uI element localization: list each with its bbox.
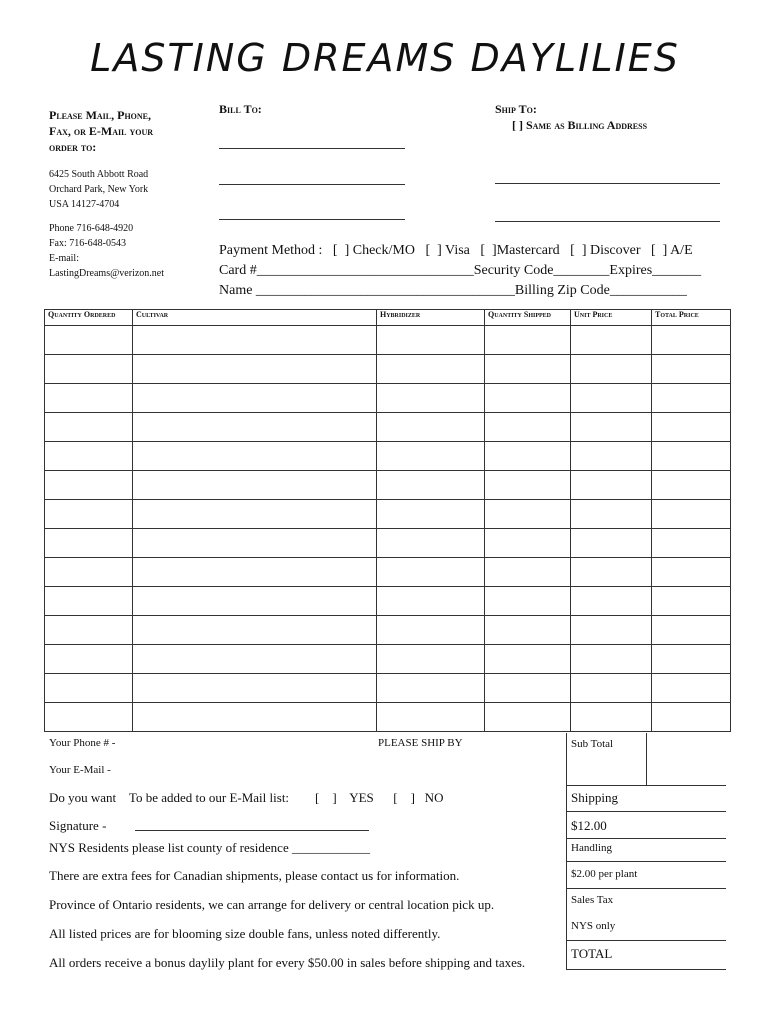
signature-line[interactable]	[135, 830, 369, 831]
col-quantity-ordered: Quantity Ordered	[45, 310, 133, 326]
bill-to-line-1[interactable]	[219, 148, 405, 149]
ship-to-line-1[interactable]	[495, 183, 720, 184]
table-row[interactable]	[45, 645, 731, 674]
mailing-address	[49, 167, 148, 212]
prices-note: All listed prices are for blooming size double fans, unless noted differently.	[49, 926, 441, 941]
contact-instruction	[49, 107, 153, 155]
totals-divider	[566, 811, 726, 812]
handling-label: Handling	[571, 842, 612, 854]
table-row[interactable]	[45, 442, 731, 471]
subtotal-divider	[646, 733, 647, 785]
total-label: TOTAL	[571, 946, 613, 961]
table-header-row	[45, 310, 731, 326]
col-quantity-shipped: Quantity Shipped	[485, 310, 571, 326]
instruction-line: Fax, or E-Mail your	[49, 124, 153, 138]
col-hybridizer: Hybridizer	[377, 310, 485, 326]
handling-amount: $2.00 per plant	[571, 868, 638, 880]
nys-only-label: NYS only	[571, 920, 616, 932]
address-line: USA 14127-4704	[49, 199, 120, 210]
totals-divider	[566, 940, 726, 941]
signature-label: Signature -	[49, 818, 107, 833]
email-address: LastingDreams@verizon.net	[49, 268, 165, 279]
instruction-line: Please Mail, Phone,	[49, 108, 152, 122]
name-zip-line[interactable]: Name _____________________________________Billing Zip Code___________	[219, 283, 687, 298]
table-row[interactable]	[45, 674, 731, 703]
fax-number: Fax: 716-648-0543	[49, 238, 126, 249]
totals-divider	[566, 861, 726, 862]
table-row[interactable]	[45, 529, 731, 558]
bill-to-line-3[interactable]	[219, 219, 405, 220]
shipping-amount: $12.00	[571, 818, 607, 833]
card-number-line[interactable]: Card #_______________________________Security Code________Expires_______	[219, 263, 702, 278]
bonus-note: All orders receive a bonus daylily plant for every $50.00 in sales before shipping and taxes.	[49, 955, 526, 970]
customer-email-label[interactable]: Your E-Mail -	[49, 764, 111, 776]
same-as-billing-checkbox[interactable]: [ ] Same as Billing Address	[512, 118, 648, 132]
bill-to-line-2[interactable]	[219, 184, 405, 185]
totals-divider	[566, 785, 726, 786]
sales-tax-label: Sales Tax	[571, 894, 614, 906]
instruction-line: order to:	[49, 140, 97, 154]
phone-number: Phone 716-648-4920	[49, 223, 134, 234]
table-row[interactable]	[45, 384, 731, 413]
table-row[interactable]	[45, 500, 731, 529]
canada-note: There are extra fees for Canadian shipments, please contact us for information.	[49, 868, 460, 883]
address-line: 6425 South Abbott Road	[49, 169, 149, 180]
payment-method[interactable]: Payment Method : [ ] Check/MO [ ] Visa [ ]Mastercard [ ] Discover [ ] A/E	[219, 243, 693, 258]
email-label: E-mail:	[49, 253, 79, 264]
order-table	[44, 309, 731, 732]
table-row[interactable]	[45, 616, 731, 645]
subtotal-label: Sub Total	[571, 738, 614, 750]
nys-county-note[interactable]: NYS Residents please list county of residence ____________	[49, 840, 370, 855]
col-total-price: Total Price	[652, 310, 731, 326]
table-row[interactable]	[45, 413, 731, 442]
table-row[interactable]	[45, 587, 731, 616]
page-title: LASTING DREAMS DAYLILIES	[90, 36, 680, 80]
totals-divider	[566, 838, 726, 839]
col-unit-price: Unit Price	[571, 310, 652, 326]
table-row[interactable]	[45, 355, 731, 384]
please-ship-by-label[interactable]: PLEASE SHIP BY	[378, 737, 463, 749]
email-list-opt-in[interactable]: Do you want To be added to our E-Mail list: [ ] YES [ ] NO	[49, 790, 444, 805]
contact-numbers	[49, 221, 164, 281]
bill-to-label: Bill To:	[219, 102, 262, 116]
col-cultivar: Cultivar	[133, 310, 377, 326]
address-line: Orchard Park, New York	[49, 184, 149, 195]
table-row[interactable]	[45, 703, 731, 732]
table-row[interactable]	[45, 326, 731, 355]
customer-phone-label[interactable]: Your Phone # -	[49, 737, 116, 749]
ontario-note: Province of Ontario residents, we can arrange for delivery or central location pick up.	[49, 897, 495, 912]
ship-to-line-2[interactable]	[495, 221, 720, 222]
totals-divider	[566, 969, 726, 970]
shipping-label: Shipping	[571, 790, 618, 805]
table-row[interactable]	[45, 471, 731, 500]
table-row[interactable]	[45, 558, 731, 587]
totals-divider	[566, 888, 726, 889]
ship-to-label: Ship To:	[495, 102, 537, 116]
